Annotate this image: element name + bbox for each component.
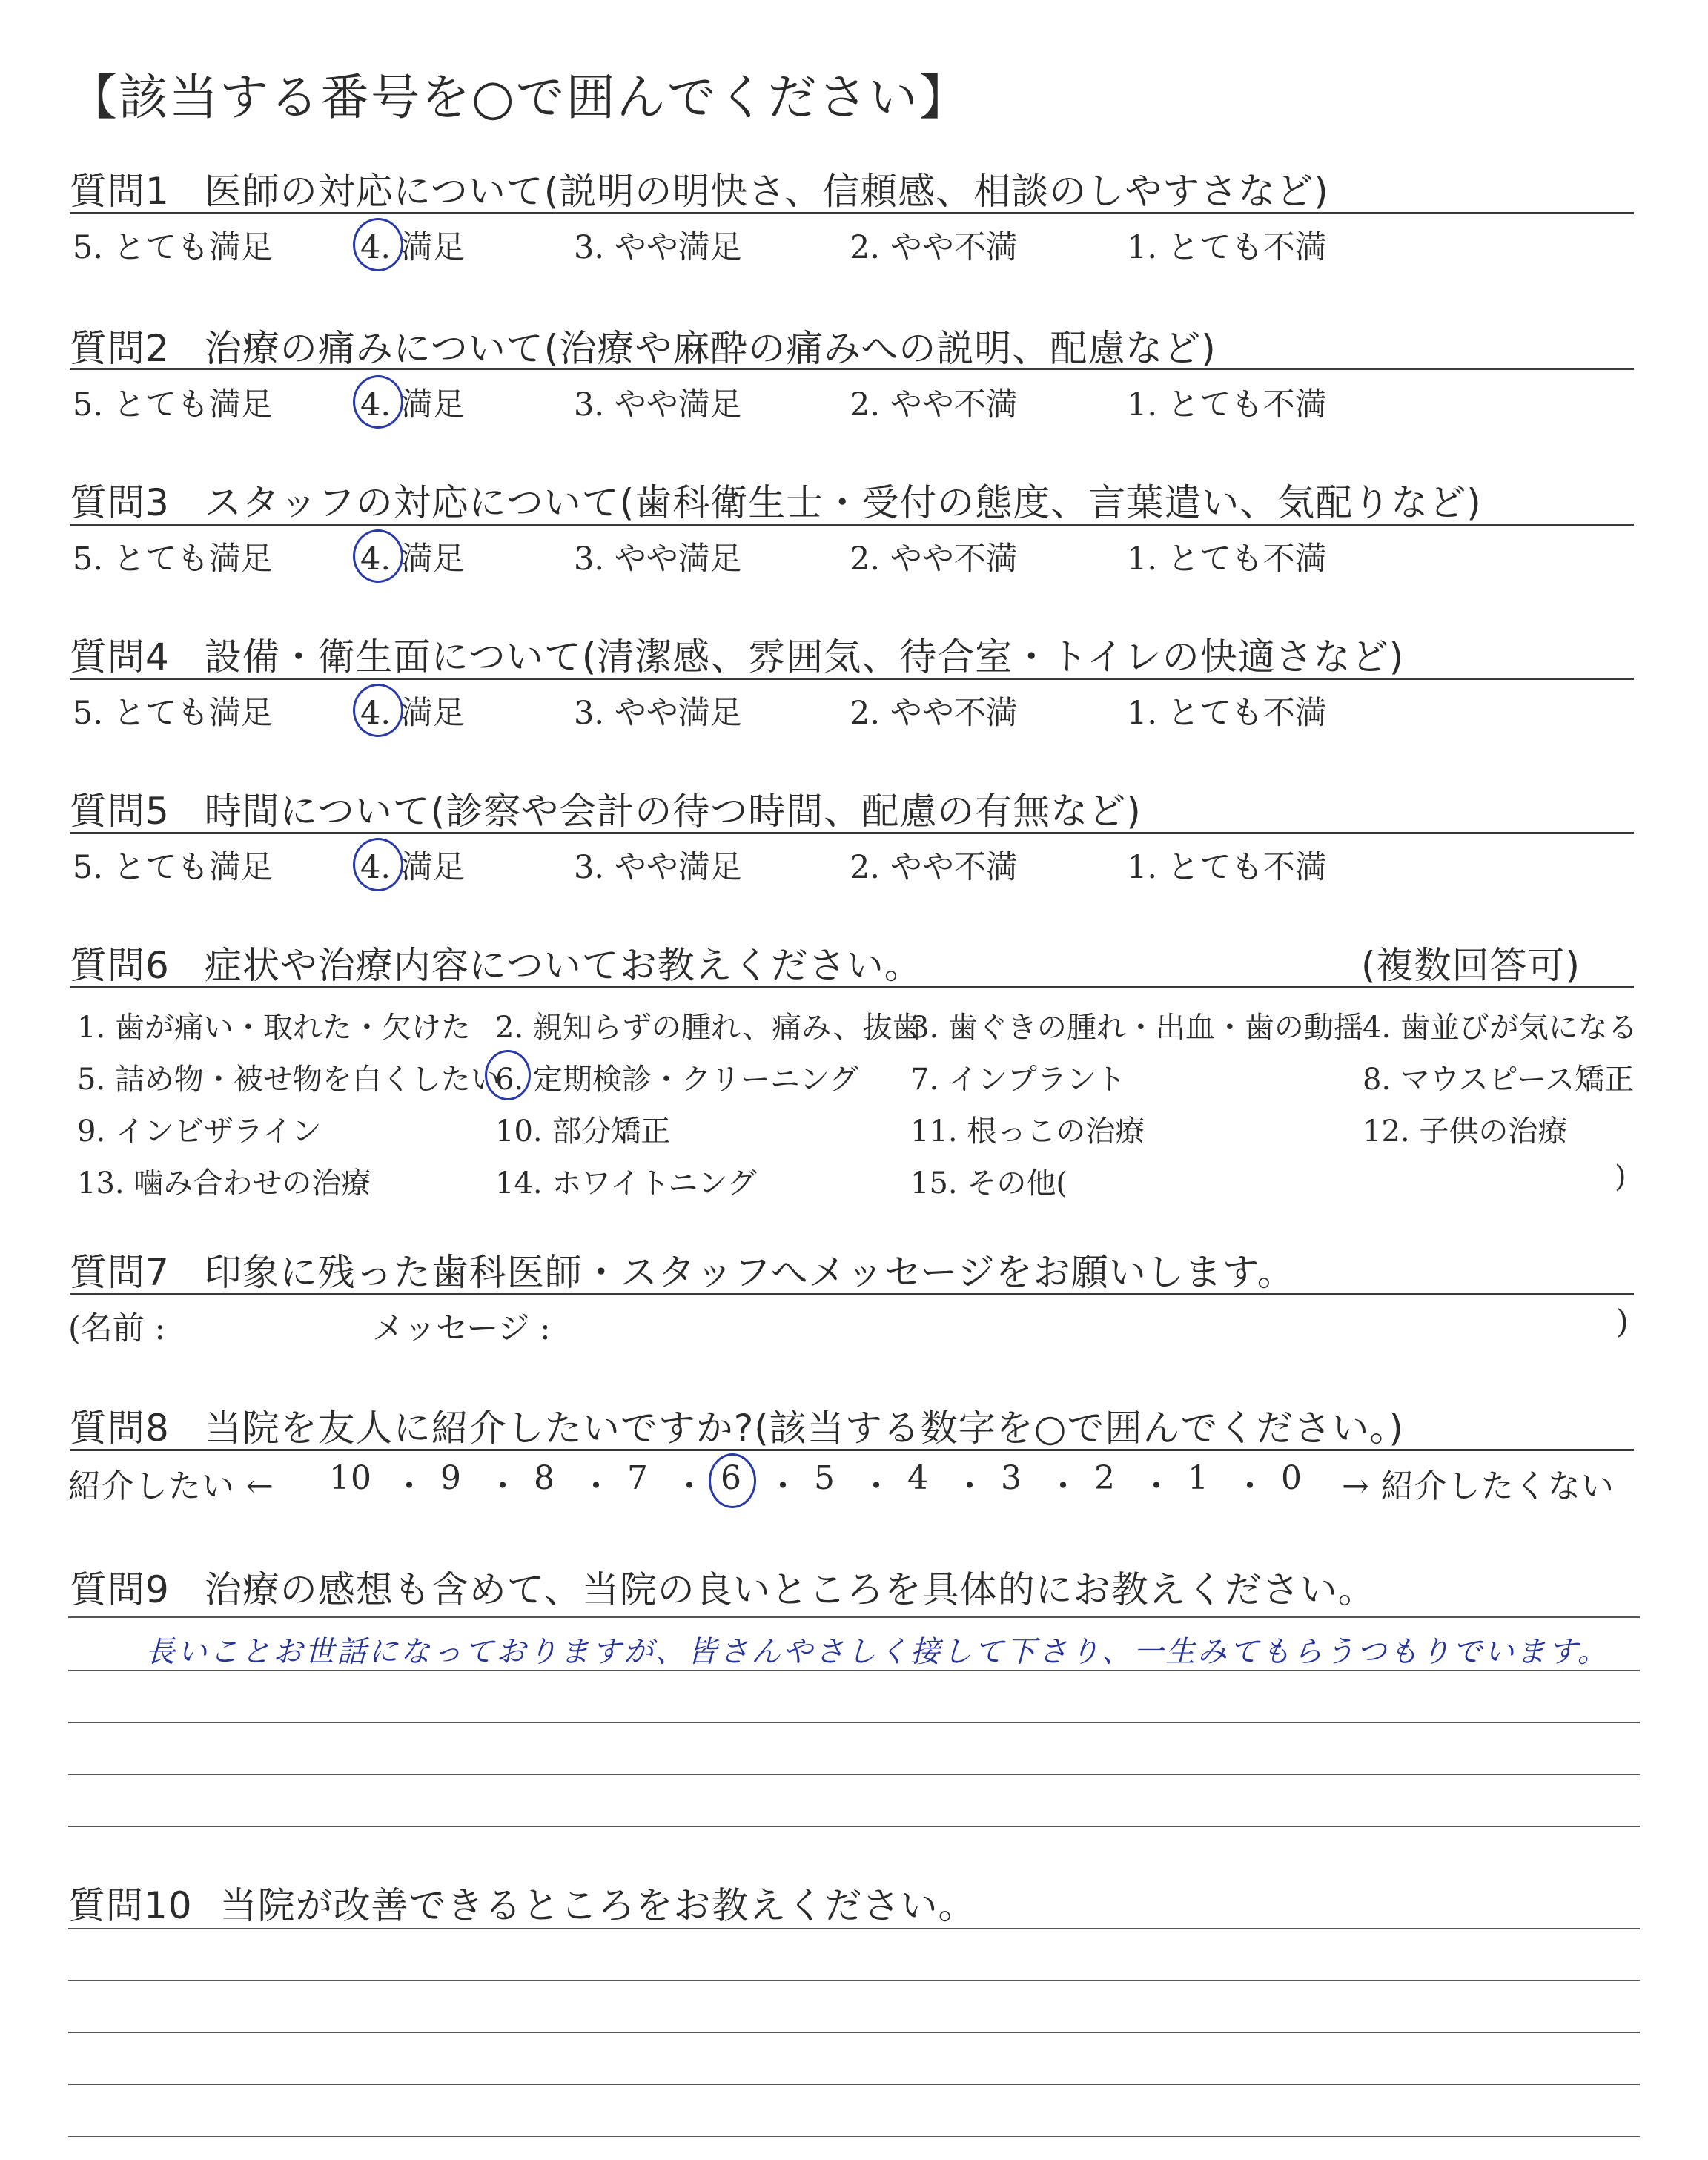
q6-option-5[interactable]: 5. 詰め物・被せ物を白くしたい: [77, 1063, 500, 1097]
q8-scale-1[interactable]: 1: [1188, 1459, 1209, 1497]
q9-text: 治療の感想も含めて、当院の良いところを具体的にお教えください。: [204, 1568, 1376, 1611]
q8-sep: ・: [860, 1467, 893, 1505]
q1-option-2[interactable]: 2. やや不満: [850, 229, 1018, 266]
q2-option-1[interactable]: 1. とても不満: [1127, 386, 1327, 423]
q5-heading: [70, 782, 1142, 835]
q4-option-4[interactable]: 4. 満足: [360, 695, 465, 732]
q6-rule: [70, 986, 1634, 988]
q8-scale-10[interactable]: 10: [329, 1459, 372, 1497]
q8-right-label: → 紹介したくない: [1342, 1467, 1615, 1505]
q6-option-14[interactable]: 14. ホワイトニング: [495, 1166, 757, 1200]
q3-label: 質問3: [70, 481, 170, 524]
q4-option-3[interactable]: 3. やや満足: [574, 695, 742, 732]
q6-option-11[interactable]: 11. 根っこの治療: [910, 1114, 1145, 1149]
q2-label: 質問2: [70, 327, 170, 370]
q3-option-3[interactable]: 3. やや満足: [574, 541, 742, 578]
page-title: 【該当する番号を○で囲んでください】: [68, 69, 970, 126]
q9-heading: [70, 1560, 1376, 1614]
q8-scale-0[interactable]: 0: [1281, 1459, 1302, 1497]
q3-option-2[interactable]: 2. やや不満: [850, 541, 1018, 578]
q8-sep: ・: [767, 1467, 800, 1505]
q1-option-3[interactable]: 3. やや満足: [574, 229, 742, 266]
q1-label: 質問1: [70, 170, 170, 213]
q8-sep: ・: [673, 1467, 706, 1505]
q9-rule-0: [68, 1616, 1640, 1618]
q6-option-6[interactable]: 6. 定期検診・クリーニング: [495, 1063, 859, 1097]
q2-text: 治療の痛みについて(治療や麻酔の痛みへの説明、配慮など): [204, 327, 1217, 370]
q8-sep: ・: [1234, 1467, 1267, 1505]
q6-option-3[interactable]: 3. 歯ぐきの腫れ・出血・歯の動揺: [910, 1011, 1363, 1045]
q6-option-2[interactable]: 2. 親知らずの腫れ、痛み、抜歯: [495, 1011, 922, 1045]
q8-scale-2[interactable]: 2: [1094, 1459, 1116, 1497]
q6-heading: [70, 936, 922, 989]
q6-text: 症状や治療内容についてお教えください。: [204, 944, 922, 987]
q5-option-5[interactable]: 5. とても満足: [73, 849, 273, 886]
q9-answer-line-2: [68, 1722, 1640, 1723]
q9-handwritten-answer: 長いことお世話になっておりますが、皆さんやさしく接して下さり、一生みてもらうつもりでいます。: [145, 1635, 1609, 1669]
q10-answer-line-2: [68, 1980, 1640, 1981]
q8-sep: ・: [393, 1467, 426, 1505]
q4-rule: [70, 678, 1634, 680]
q4-option-1[interactable]: 1. とても不満: [1127, 695, 1327, 732]
q3-heading: [70, 473, 1482, 526]
q3-selection-circle: [353, 529, 403, 583]
q10-answer-line-5: [68, 2136, 1640, 2137]
q7-heading: [70, 1243, 1295, 1296]
q8-selection-circle: [709, 1453, 756, 1508]
q8-text: 当院を友人に紹介したいですか?(該当する数字を○で囲んでください。): [204, 1407, 1404, 1450]
q7-name-label: (名前 :: [68, 1310, 165, 1347]
q4-option-5[interactable]: 5. とても満足: [73, 695, 273, 732]
q8-scale-3[interactable]: 3: [1001, 1459, 1022, 1497]
q5-option-1[interactable]: 1. とても不満: [1127, 849, 1327, 886]
q8-sep: ・: [486, 1467, 520, 1505]
q8-heading: [70, 1398, 1404, 1452]
q8-rule: [70, 1449, 1634, 1451]
q3-option-1[interactable]: 1. とても不満: [1127, 541, 1327, 578]
q8-scale-6[interactable]: 6: [721, 1459, 742, 1497]
q8-scale-5[interactable]: 5: [814, 1459, 835, 1497]
q9-label: 質問9: [70, 1568, 170, 1611]
q5-selection-circle: [353, 838, 403, 891]
q10-text: 当院が改善できるところをお教えください。: [219, 1884, 976, 1927]
q6-option-1[interactable]: 1. 歯が痛い・取れた・欠けた: [77, 1011, 471, 1045]
q5-label: 質問5: [70, 790, 170, 833]
q5-option-2[interactable]: 2. やや不満: [850, 849, 1018, 886]
q2-option-4[interactable]: 4. 満足: [360, 386, 465, 423]
q7-close-paren: ): [1616, 1304, 1629, 1341]
q5-rule: [70, 832, 1634, 834]
q5-option-4[interactable]: 4. 満足: [360, 849, 465, 886]
q8-label: 質問8: [70, 1407, 170, 1450]
q5-text: 時間について(診察や会計の待つ時間、配慮の有無など): [204, 790, 1142, 833]
q5-option-3[interactable]: 3. やや満足: [574, 849, 742, 886]
q4-text: 設備・衛生面について(清潔感、雰囲気、待合室・トイレの快適さなど): [204, 635, 1405, 678]
q8-sep: ・: [580, 1467, 613, 1505]
q8-scale-8[interactable]: 8: [534, 1459, 555, 1497]
q2-selection-circle: [353, 375, 403, 429]
q1-selection-circle: [353, 218, 403, 271]
q1-option-5[interactable]: 5. とても満足: [73, 229, 273, 266]
q6-option-15[interactable]: 15. その他(: [910, 1166, 1068, 1200]
q1-text: 医師の対応について(説明の明快さ、信頼感、相談のしやすさなど): [204, 170, 1329, 213]
q3-option-4[interactable]: 4. 満足: [360, 541, 465, 578]
q6-note: (複数回答可): [1361, 944, 1581, 987]
q10-label: 質問10: [68, 1884, 193, 1927]
q3-rule: [70, 524, 1634, 526]
q9-answer-line-4: [68, 1826, 1640, 1827]
q8-sep: ・: [953, 1467, 987, 1505]
q1-rule: [70, 212, 1634, 214]
q8-scale-4[interactable]: 4: [907, 1459, 929, 1497]
q1-option-4[interactable]: 4. 満足: [360, 229, 465, 266]
q9-answer-line-1: [68, 1670, 1640, 1671]
q10-heading: [68, 1876, 976, 1929]
q10-answer-line-4: [68, 2084, 1640, 2085]
q8-sep: ・: [1140, 1467, 1174, 1505]
q6-option-9[interactable]: 9. インビザライン: [77, 1114, 322, 1149]
q7-text: 印象に残った歯科医師・スタッフへメッセージをお願いします。: [204, 1251, 1295, 1294]
q6-option-7[interactable]: 7. インプラント: [910, 1063, 1126, 1097]
q3-text: スタッフの対応について(歯科衛生士・受付の態度、言葉遣い、気配りなど): [204, 481, 1482, 524]
q6-label: 質問6: [70, 944, 170, 987]
q3-option-5[interactable]: 5. とても満足: [73, 541, 273, 578]
q2-option-3[interactable]: 3. やや満足: [574, 386, 742, 423]
q4-label: 質問4: [70, 635, 170, 678]
q6-selection-circle: [485, 1050, 531, 1100]
q2-option-5[interactable]: 5. とても満足: [73, 386, 273, 423]
q8-scale-9[interactable]: 9: [440, 1459, 462, 1497]
q10-answer-line-1: [68, 1928, 1640, 1929]
q8-scale-7[interactable]: 7: [627, 1459, 649, 1497]
q7-rule: [70, 1293, 1634, 1295]
q4-selection-circle: [353, 684, 403, 737]
q2-rule: [70, 368, 1634, 370]
q4-option-2[interactable]: 2. やや不満: [850, 695, 1018, 732]
q8-sep: ・: [1047, 1467, 1080, 1505]
q6-option-13[interactable]: 13. 噛み合わせの治療: [77, 1166, 371, 1200]
q2-option-2[interactable]: 2. やや不満: [850, 386, 1018, 423]
q6-option-4[interactable]: 4. 歯並びが気になる: [1363, 1011, 1638, 1045]
q8-left-label: 紹介したい ←: [68, 1467, 274, 1505]
q6-option-10[interactable]: 10. 部分矯正: [495, 1114, 671, 1149]
q6-option-8[interactable]: 8. マウスピース矯正: [1363, 1063, 1635, 1097]
q2-heading: [70, 319, 1217, 372]
q6-other-close-paren: ): [1615, 1160, 1626, 1194]
q1-option-1[interactable]: 1. とても不満: [1127, 229, 1327, 266]
q10-answer-line-3: [68, 2032, 1640, 2033]
q7-label: 質問7: [70, 1251, 170, 1294]
q4-heading: [70, 627, 1404, 681]
q7-message-label: メッセージ :: [372, 1310, 551, 1347]
q9-answer-line-3: [68, 1774, 1640, 1775]
q6-option-12[interactable]: 12. 子供の治療: [1363, 1114, 1568, 1149]
q1-heading: [70, 162, 1329, 215]
